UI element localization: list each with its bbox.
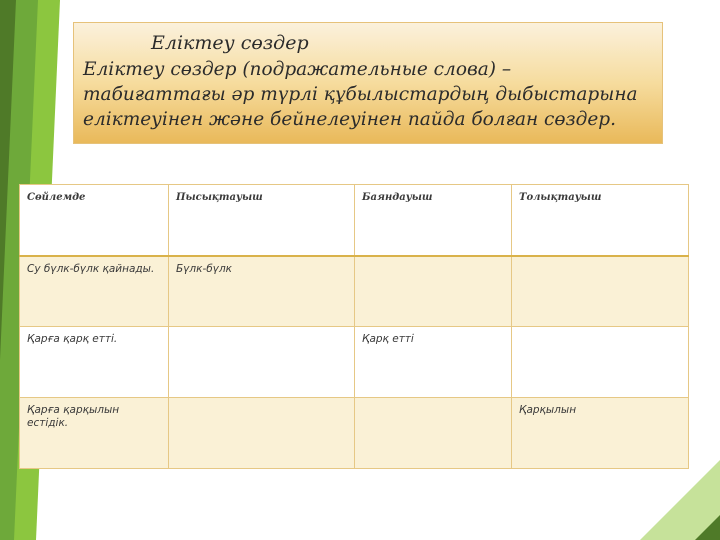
- table-cell: Қарға қарқ етті.: [20, 327, 169, 398]
- table-row: [20, 327, 689, 398]
- table-cell: Қарға қарқылын естідік.: [20, 398, 169, 469]
- header-cell: Сөйлемде: [20, 185, 169, 256]
- word-function-table: [19, 184, 689, 469]
- definition-box: [73, 22, 663, 144]
- table-cell: Су бүлк-бүлк қайнады.: [20, 256, 169, 327]
- table-cell: [169, 398, 355, 469]
- definition-text: Еліктеу сөздер (подражательные слова) – табиғаттағы әр түрлі құбылыстардың дыбыстарына еліктеуінен және бейнелеуінен пайда болған сөздер.: [83, 59, 638, 130]
- bottom-right-green-decoration: [640, 460, 720, 540]
- table-cell: Бүлк-бүлк: [169, 256, 355, 327]
- table-cell: Қарқылын: [512, 398, 689, 469]
- header-cell: Пысықтауыш: [169, 185, 355, 256]
- slide-title: Еліктеу сөздер: [151, 32, 309, 54]
- table-header-row: [20, 185, 689, 256]
- table-row: [20, 398, 689, 469]
- table-cell: Қарқ етті: [355, 327, 512, 398]
- table-cell: [512, 327, 689, 398]
- table-cell: [512, 256, 689, 327]
- table-row: [20, 256, 689, 327]
- header-cell: Баяндауыш: [355, 185, 512, 256]
- header-cell: Толықтауыш: [512, 185, 689, 256]
- table-cell: [355, 256, 512, 327]
- table-cell: [169, 327, 355, 398]
- table-cell: [355, 398, 512, 469]
